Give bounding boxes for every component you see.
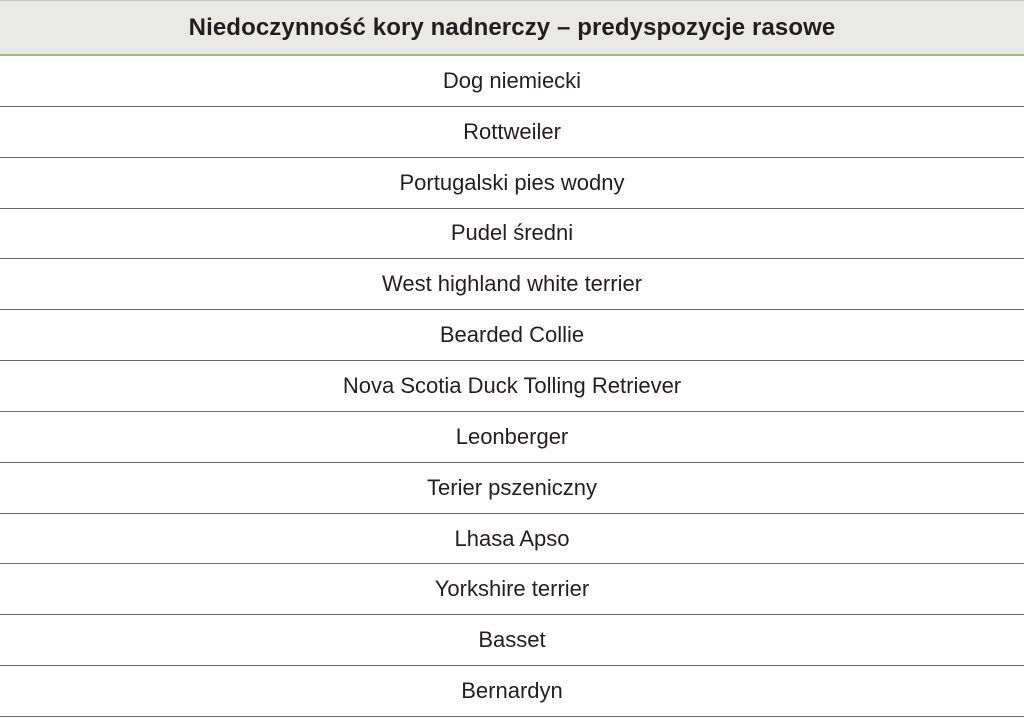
table-row [0,463,1024,514]
breed-name: Dog niemiecki [442,67,582,93]
table-row [0,666,1024,717]
table-row [0,412,1024,463]
table-header [0,0,1024,56]
table-row [0,56,1024,107]
table-row [0,310,1024,361]
breed-name: Lhasa Apso [454,525,570,551]
table-row [0,259,1024,310]
breed-name: Yorkshire terrier [434,576,590,602]
breed-name: Basset [478,627,546,653]
breed-name: Bearded Collie [439,322,585,348]
table-row [0,564,1024,615]
breed-name: Nova Scotia Duck Tolling Retriever [342,372,682,398]
breed-name: Portugalski pies wodny [399,169,625,195]
breed-name: Rottweiler [463,118,561,144]
breed-name: West highland white terrier [381,271,643,297]
table-row [0,158,1024,209]
table-row [0,209,1024,260]
breed-name: Bernardyn [461,678,563,704]
breed-name: Leonberger [455,423,569,449]
table-row [0,361,1024,412]
breed-name: Terier pszeniczny [427,474,597,500]
table-body [0,56,1024,717]
table-row [0,514,1024,565]
table-row [0,615,1024,666]
breed-name: Pudel średni [450,220,574,246]
table-row [0,107,1024,158]
table-title: Niedoczynność kory nadnerczy – predyspozycje rasowe [188,13,836,41]
